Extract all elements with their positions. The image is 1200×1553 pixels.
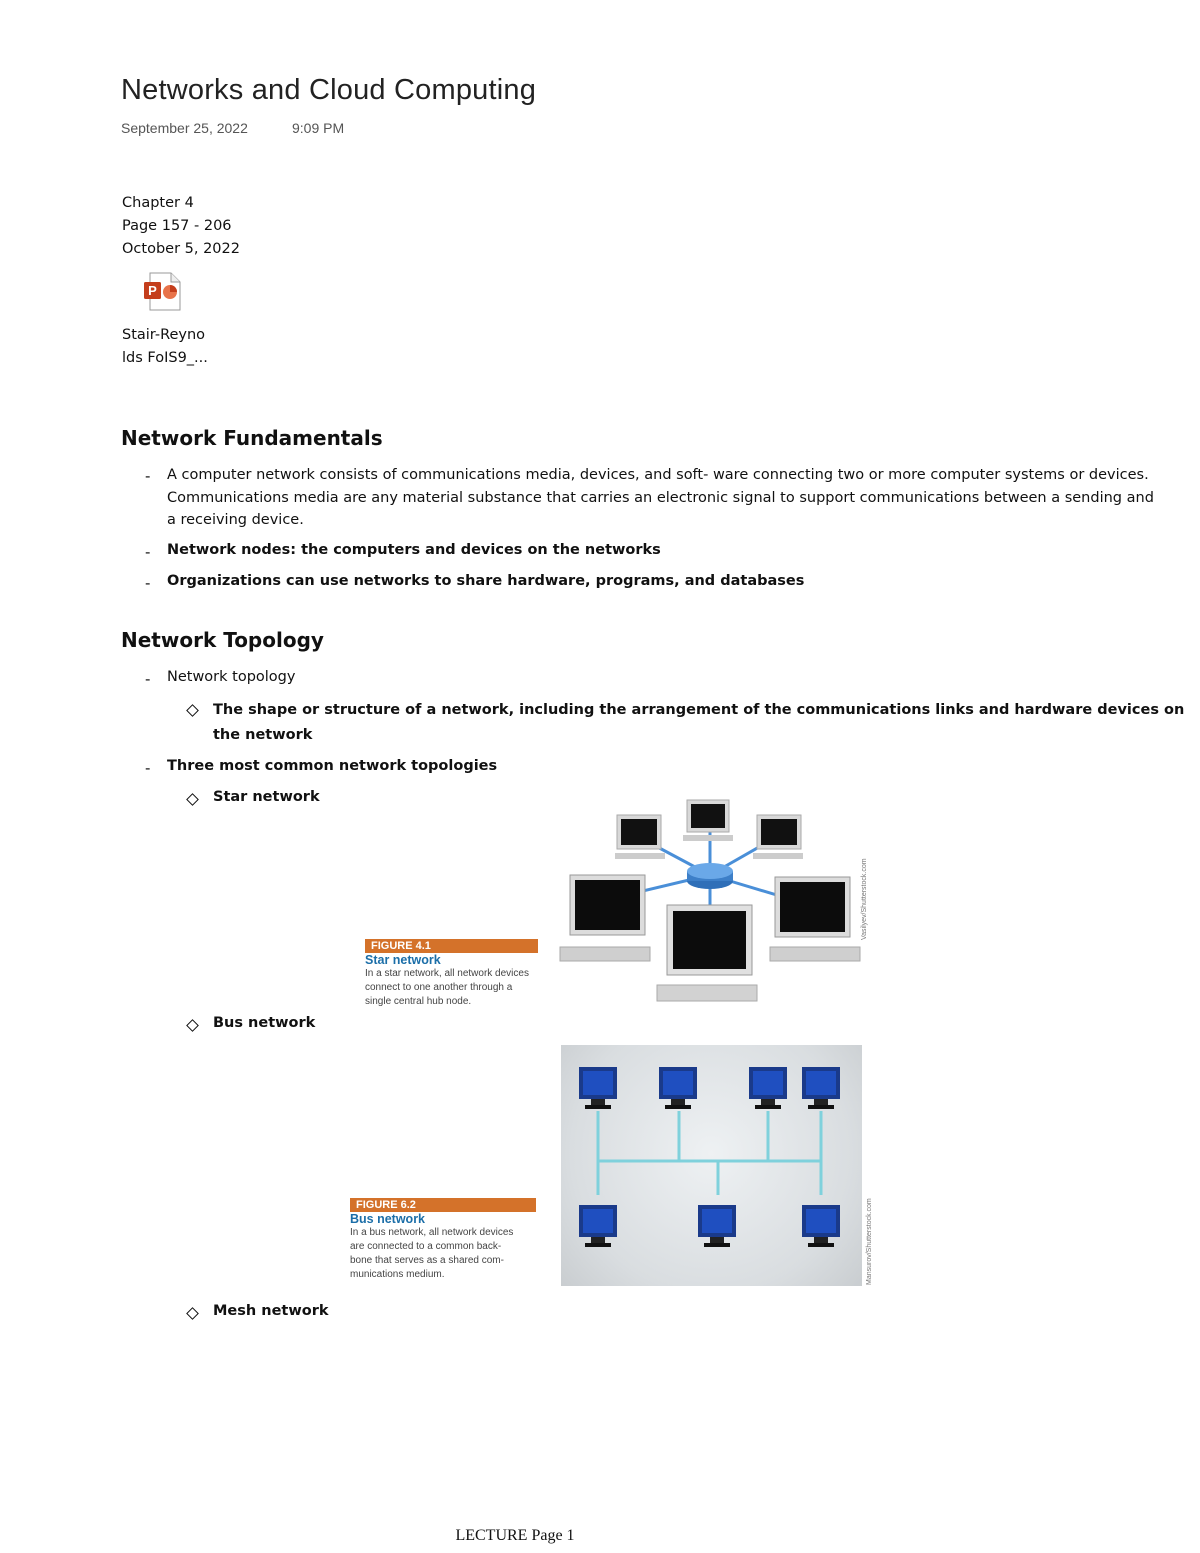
section-heading-fundamentals: Network Fundamentals <box>121 426 383 450</box>
bus-network-image <box>561 1045 862 1286</box>
monitor-icon <box>657 905 757 1001</box>
figure-desc-line: munications medium. <box>350 1269 445 1280</box>
monitor-icon <box>615 815 665 859</box>
figure-desc-line: single central hub node. <box>365 996 472 1007</box>
attachment-name-line2[interactable]: lds FoIS9_... <box>122 350 208 366</box>
topology-star-label: Star network <box>213 789 320 805</box>
diamond-bullet-icon <box>186 1019 199 1032</box>
figure-title: Star network <box>365 953 441 967</box>
definition-line: the network <box>213 727 313 743</box>
monitor-icon <box>579 1205 617 1247</box>
monitor-icon <box>579 1067 617 1109</box>
bullet-dash: - <box>145 467 151 485</box>
topology-bus-label: Bus network <box>213 1015 316 1031</box>
diamond-bullet-icon <box>186 704 199 717</box>
bullet-line: a receiving device. <box>167 512 304 528</box>
due-date: October 5, 2022 <box>122 241 240 257</box>
bullet-organizations: Organizations can use networks to share hardware, programs, and databases <box>167 573 805 589</box>
chapter-label: Chapter 4 <box>122 195 194 211</box>
page-time: 9:09 PM <box>292 120 345 136</box>
page-title: Networks and Cloud Computing <box>121 74 537 106</box>
bullet-network-topology: Network topology <box>167 669 296 685</box>
monitor-icon <box>698 1205 736 1247</box>
bullet-dash: - <box>145 670 151 688</box>
figure-caption-star <box>365 939 538 1009</box>
monitor-icon <box>753 815 803 859</box>
image-credit: Mansurov/Shutterstock.com <box>866 1198 873 1285</box>
image-credit: Vasilyev/Shutterstock.com <box>861 858 868 940</box>
topology-definition <box>213 698 1184 748</box>
star-network-image <box>555 795 875 1010</box>
figure-desc-line: bone that serves as a shared com- <box>350 1255 504 1266</box>
attachment-name-line1[interactable]: Stair-Reyno <box>122 327 206 343</box>
figure-caption-bus <box>350 1198 536 1282</box>
bullet-network-nodes: Network nodes: the computers and devices on the networks <box>167 542 661 558</box>
hub-node <box>687 863 733 889</box>
monitor-icon <box>802 1067 840 1109</box>
bullet-line: Communications media are any material substance that carries an electronic signal to support communications between a sending and <box>167 489 1154 506</box>
diamond-bullet-icon <box>186 1307 199 1320</box>
figure-label: FIGURE 4.1 <box>365 939 538 953</box>
figure-desc-line: are connected to a common back- <box>350 1241 502 1252</box>
diamond-bullet-icon <box>186 793 199 806</box>
definition-line: The shape or structure of a network, including the arrangement of the communications links and hardware devices on <box>213 702 1185 718</box>
page-range: Page 157 - 206 <box>122 218 232 234</box>
bullet-dash: - <box>145 574 151 592</box>
page-footer: LECTURE Page 1 <box>455 1527 575 1544</box>
monitor-icon <box>659 1067 697 1109</box>
monitor-icon <box>683 800 733 841</box>
figure-desc-line: In a star network, all network devices <box>365 968 529 979</box>
monitor-icon <box>749 1067 787 1109</box>
monitor-icon <box>770 877 860 961</box>
section-heading-topology: Network Topology <box>121 628 324 652</box>
figure-desc-line: In a bus network, all network devices <box>350 1227 514 1238</box>
powerpoint-file-icon <box>140 270 184 314</box>
figure-label: FIGURE 6.2 <box>350 1198 536 1212</box>
figure-title: Bus network <box>350 1212 426 1226</box>
bullet-line: A computer network consists of communications media, devices, and soft- ware connecting two or more computer systems or devices. <box>167 467 1149 483</box>
figure-desc-line: connect to one another through a <box>365 982 513 993</box>
bullet-common-topologies: Three most common network topologies <box>167 758 498 774</box>
bullet-network-definition <box>167 464 1154 532</box>
bullet-dash: - <box>145 543 151 561</box>
attachment-file[interactable] <box>140 270 184 314</box>
bullet-dash: - <box>145 759 151 777</box>
bus-backbone <box>598 1111 821 1195</box>
svg-text:P: P <box>148 283 157 298</box>
monitor-icon <box>802 1205 840 1247</box>
monitor-icon <box>560 875 650 961</box>
page-date: September 25, 2022 <box>121 120 248 136</box>
topology-mesh-label: Mesh network <box>213 1303 329 1319</box>
